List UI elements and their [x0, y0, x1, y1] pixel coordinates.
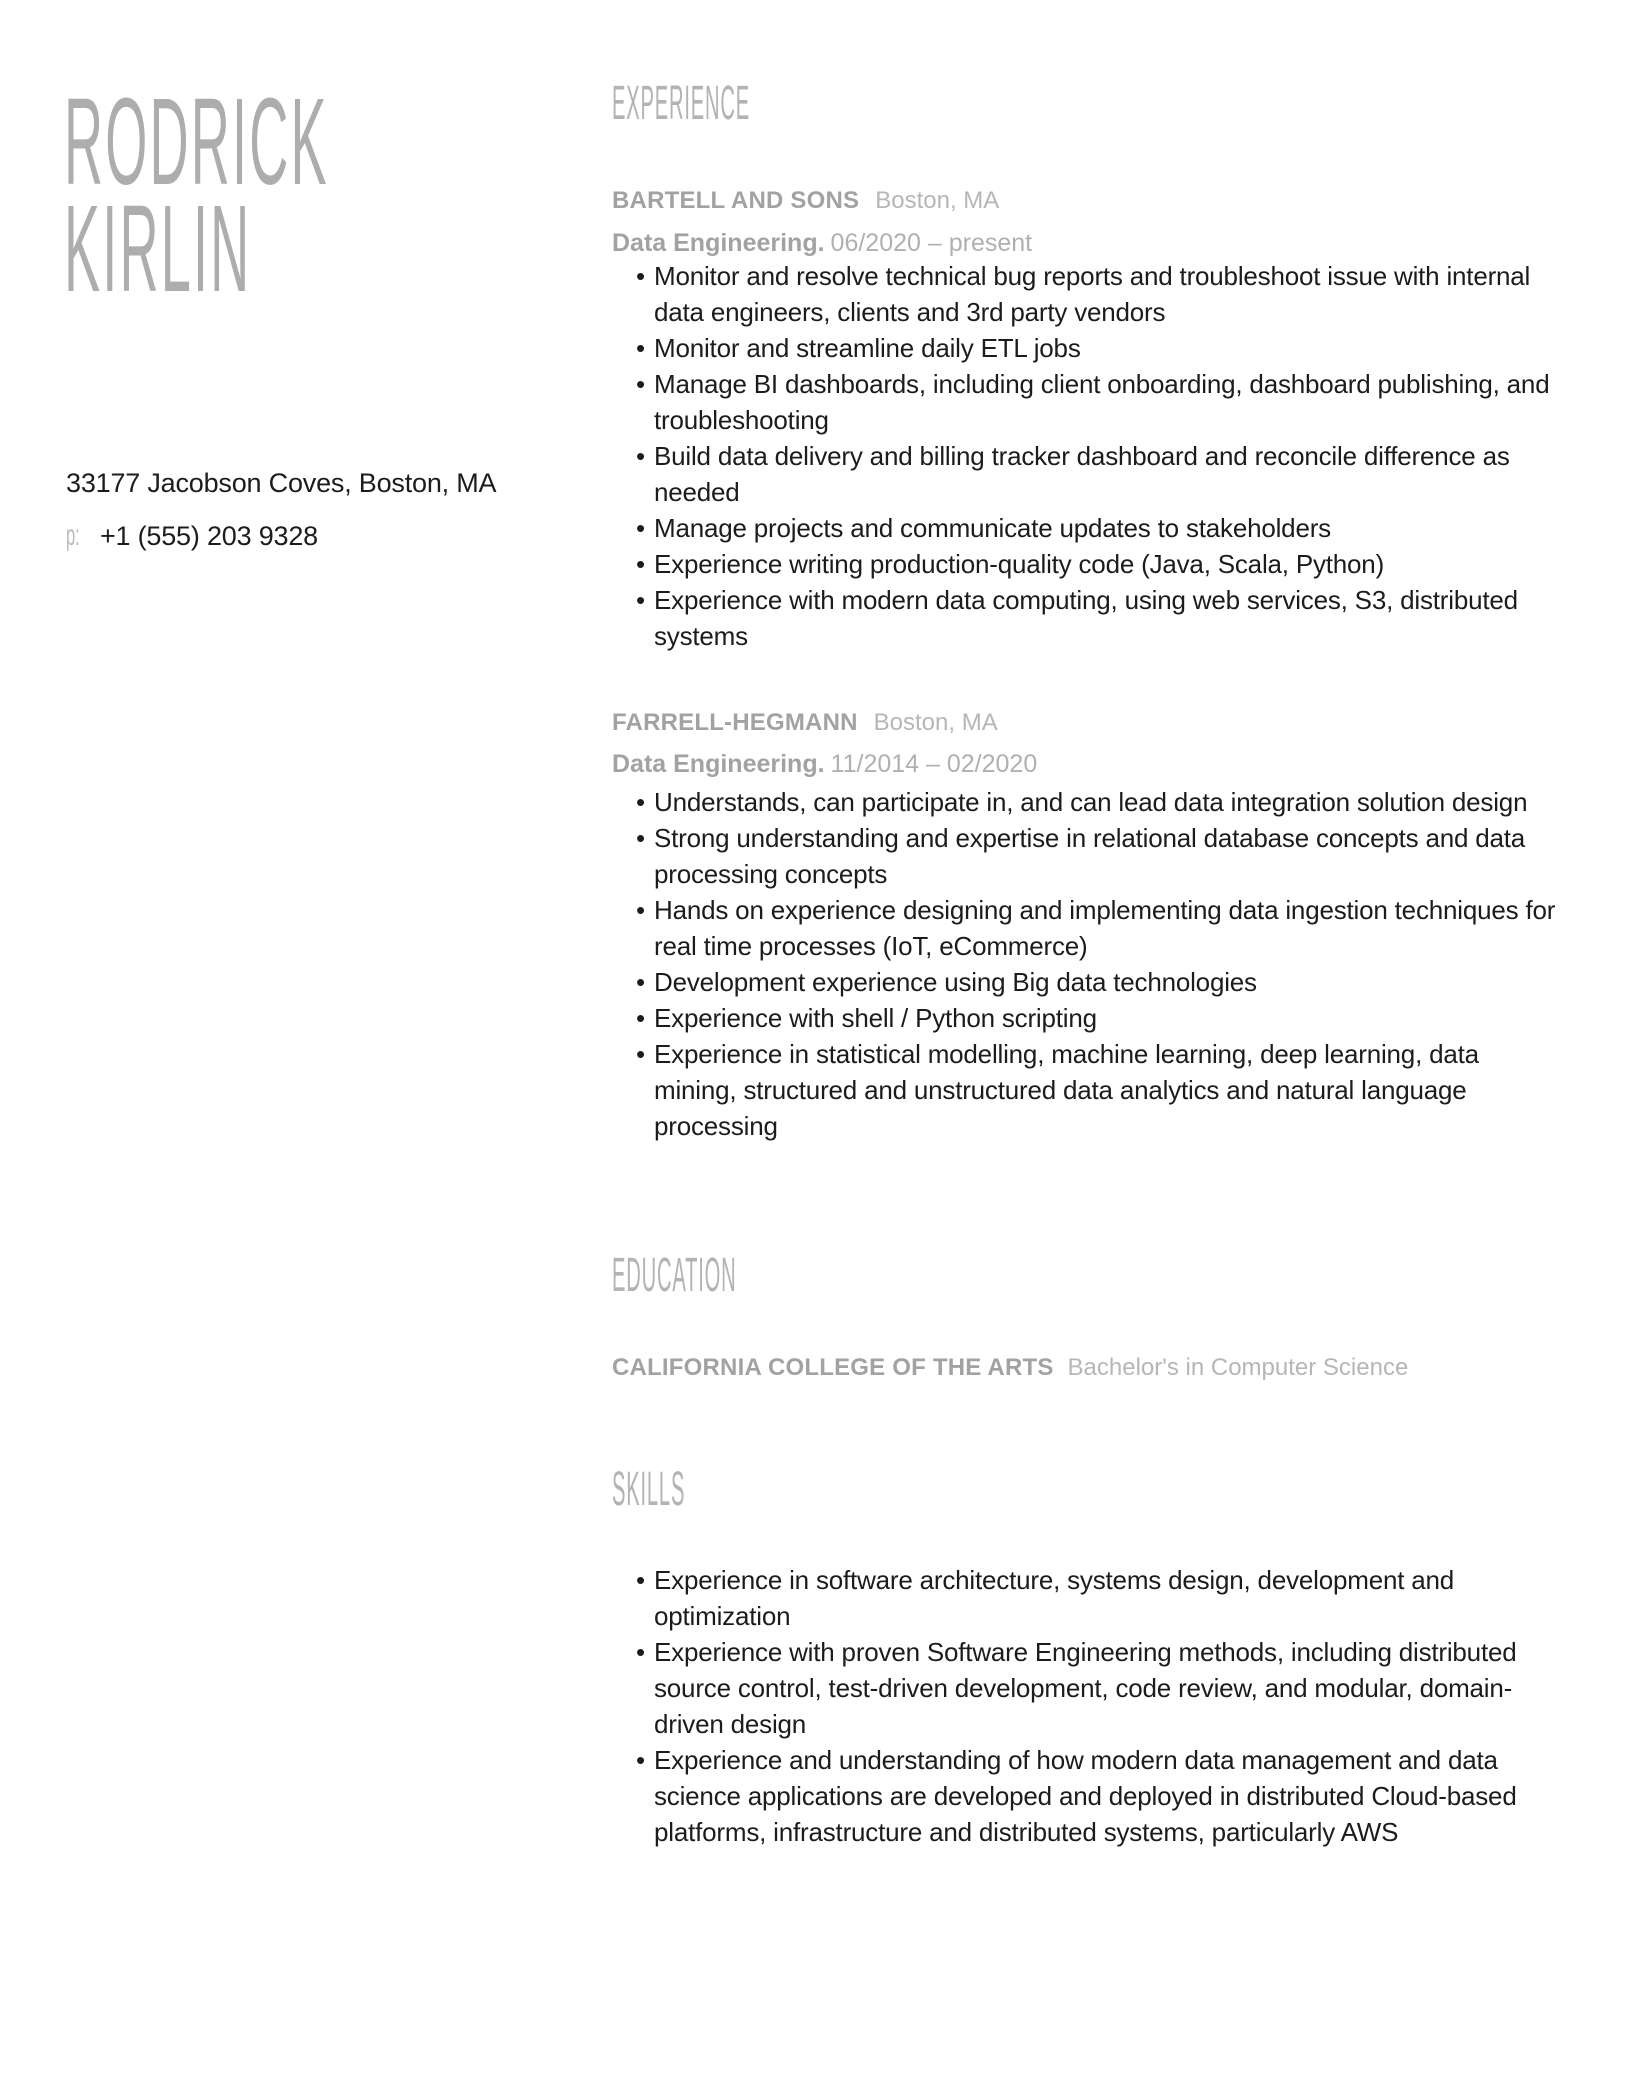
job2-role: Data Engineering.	[612, 750, 825, 778]
bullet-item: • Understands, can participate in, and can lead data integration solution design	[654, 784, 1559, 820]
education-entry	[612, 1352, 1408, 1384]
phone-row	[66, 519, 318, 553]
bullet-item: • Experience with proven Software Engineering methods, including distributed source control, test-driven development, code review, and modular, domain-driven design	[654, 1634, 1559, 1742]
job2-company: FARRELL-HEGMANN	[612, 709, 858, 736]
experience-section-header: EXPERIENCE	[612, 77, 751, 130]
bullet-item: • Development experience using Big data technologies	[654, 964, 1559, 1000]
job2-heading	[612, 708, 998, 738]
job1-dates: 06/2020 – present	[830, 229, 1033, 257]
job1-location: Boston, MA	[875, 187, 1000, 214]
bullet-item: • Experience in statistical modelling, machine learning, deep learning, data mining, structured and unstructured data analytics and natural language processing	[654, 1036, 1559, 1144]
job1-heading	[612, 186, 999, 216]
job1-bullet-list	[612, 258, 1559, 654]
job2-subheading	[612, 749, 1037, 779]
job2-dates: 11/2014 – 02/2020	[830, 750, 1038, 778]
skills-bullet-list	[612, 1562, 1559, 1850]
bullet-item: • Build data delivery and billing tracker dashboard and reconcile difference as needed	[654, 438, 1559, 510]
education-degree: Bachelor's in Computer Science	[1067, 1354, 1409, 1381]
bullet-item: • Experience with modern data computing, using web services, S3, distributed systems	[654, 582, 1559, 654]
bullet-item: • Experience in software architecture, systems design, development and optimization	[654, 1562, 1559, 1634]
job1-subheading	[612, 228, 1032, 258]
education-section-header: EDUCATION	[612, 1249, 737, 1302]
job1-role: Data Engineering.	[612, 229, 825, 257]
left-column	[64, 0, 564, 2098]
candidate-first-name: RODRICK	[64, 74, 329, 211]
job2-bullet-list	[612, 784, 1559, 1144]
phone-label: p:	[66, 519, 80, 552]
bullet-item: • Experience and understanding of how modern data management and data science applications are developed and deployed in distributed Cloud-based platforms, infrastructure and distributed systems, particularly AWS	[654, 1742, 1559, 1850]
bullet-item: • Monitor and streamline daily ETL jobs	[654, 330, 1559, 366]
bullet-item: • Experience writing production-quality code (Java, Scala, Python)	[654, 546, 1559, 582]
bullet-item: • Hands on experience designing and implementing data ingestion techniques for real time processes (IoT, eCommerce)	[654, 892, 1559, 964]
job2-location: Boston, MA	[873, 709, 998, 736]
bullet-item: • Experience with shell / Python scripting	[654, 1000, 1559, 1036]
phone-number: +1 (555) 203 9328	[99, 521, 318, 551]
candidate-last-name: KIRLIN	[64, 181, 252, 318]
bullet-item: • Manage projects and communicate updates to stakeholders	[654, 510, 1559, 546]
bullet-item: • Strong understanding and expertise in relational database concepts and data processing concepts	[654, 820, 1559, 892]
address: 33177 Jacobson Coves, Boston, MA	[66, 468, 497, 498]
candidate-name	[64, 74, 666, 318]
right-column	[612, 0, 1577, 2098]
bullet-item: • Monitor and resolve technical bug reports and troubleshoot issue with internal data engineers, clients and 3rd party vendors	[654, 258, 1559, 330]
bullet-item: • Manage BI dashboards, including client onboarding, dashboard publishing, and troubleshooting	[654, 366, 1559, 438]
education-school: CALIFORNIA COLLEGE OF THE ARTS	[612, 1354, 1054, 1381]
job1-company: BARTELL AND SONS	[612, 187, 860, 214]
skills-section-header: SKILLS	[612, 1463, 686, 1516]
